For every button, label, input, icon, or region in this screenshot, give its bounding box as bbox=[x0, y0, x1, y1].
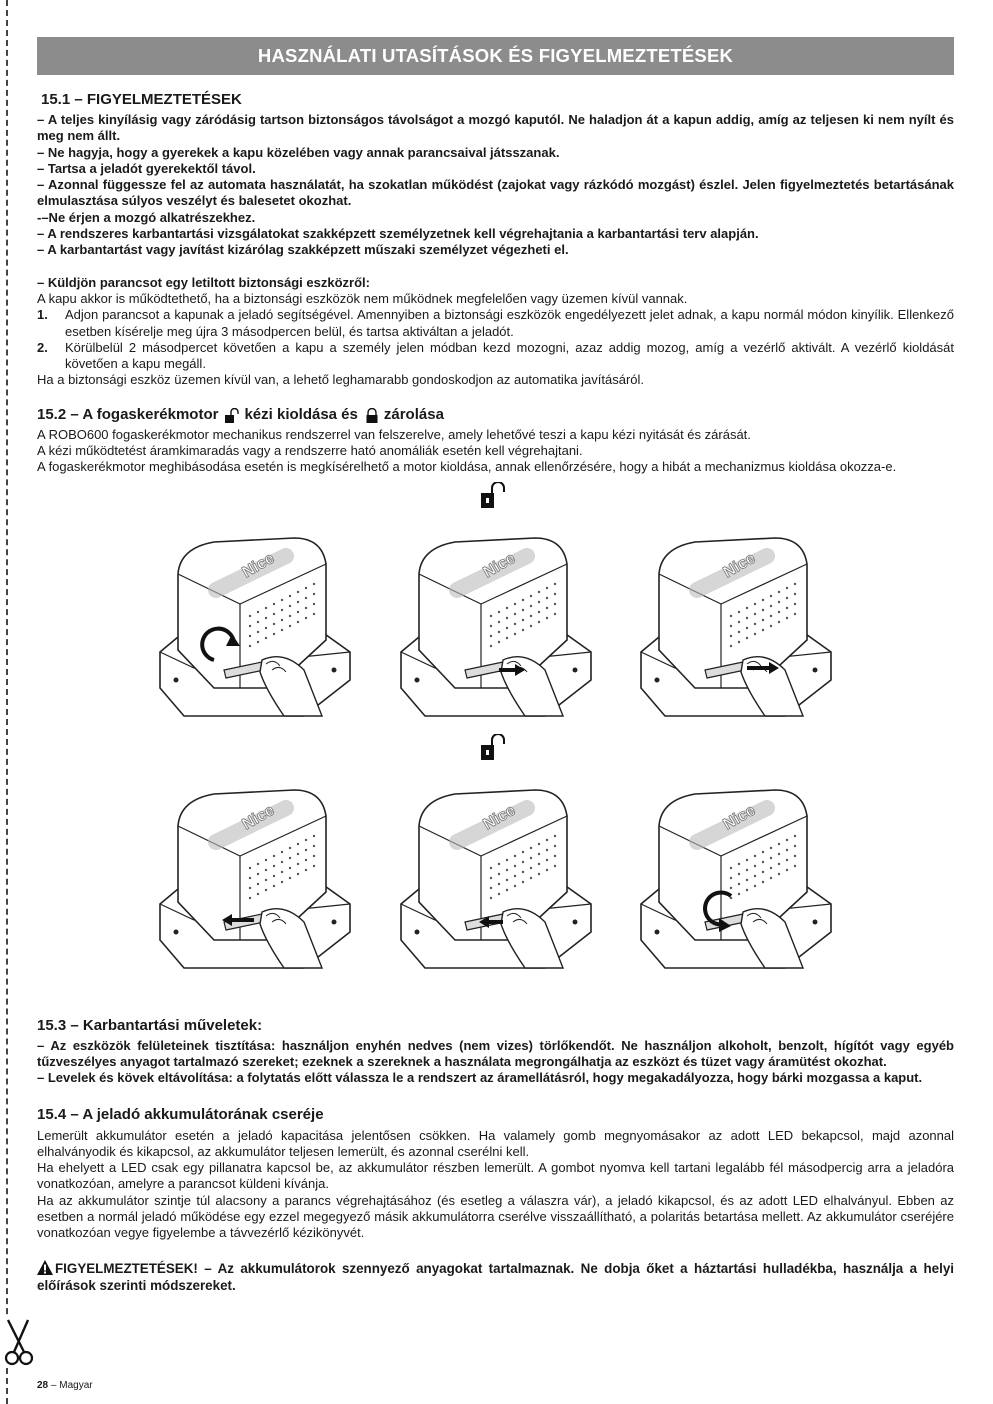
final-warning-text: FIGYELMEZTETÉSEK! – Az akkumulátorok szennyező anyagokat tartalmaznak. Ne dobja őket a háztartási hulladékba, használja a helyi előírások szerinti módszereket. bbox=[37, 1260, 954, 1293]
body-paragraph: Ha ehelyett a LED csak egy pillanatra kapcsol be, az akkumulátor részben lemerült. A gombot nyomva kell tartani legalább fél másodpercig arra a jeladóra vonatkozóan, amelyre a parancsot küldeni kívánja. bbox=[37, 1160, 954, 1192]
section-15-2-title-b: kézi kioldása és bbox=[244, 405, 358, 423]
section-15-3-title: 15.3 – Karbantartási műveletek: bbox=[37, 1016, 263, 1034]
section-15-2-body bbox=[37, 427, 954, 476]
section-15-2-title-a: 15.2 – A fogaskerékmotor bbox=[37, 405, 219, 423]
body-paragraph: A fogaskerékmotor meghibásodása esetén is megkísérelhető a motor kioldása, annak ellenőrzésére, hogy a hibát a mechanizmus kioldása okozza-e. bbox=[37, 459, 897, 475]
motor-figure-3 bbox=[635, 520, 835, 720]
disabled-device-subtitle: – Küldjön parancsot egy letiltott biztonsági eszközről: bbox=[37, 274, 370, 290]
warning-item: -–Ne érjen a mozgó alkatrészekhez. bbox=[37, 209, 256, 225]
step-text: Adjon parancsot a kapunak a jeladó segítségével. Amennyiben a biztonsági eszközök engedélyezett jelet adnak, a kapu normál módon kinyílik. Ellenkező esetben kísérelje meg újra 3 másodpercen belül, és tartsa aktiváltan a jeladót. bbox=[65, 307, 954, 339]
final-warning bbox=[37, 1260, 954, 1294]
body-paragraph: A kézi működtetést áramkimaradás vagy a rendszerre ható anomáliák esetén kell végrehajtani. bbox=[37, 443, 583, 459]
disabled-device-intro: A kapu akkor is működtethető, ha a biztonsági eszközök nem működnek megfelelően vagy üzemen kívül vannak. bbox=[37, 290, 688, 306]
footer-language: Magyar bbox=[59, 1380, 93, 1391]
section-15-4-body bbox=[37, 1128, 954, 1242]
brand-logo: Nice bbox=[720, 801, 759, 834]
brand-logo: Nice bbox=[480, 801, 519, 834]
warning-item: – A karbantartást vagy javítást kizárólag szakképzett műszaki személyzet végezheti el. bbox=[37, 242, 569, 258]
brand-logo: Nice bbox=[720, 549, 759, 582]
brand-logo: Nice bbox=[480, 549, 519, 582]
body-paragraph: A ROBO600 fogaskerékmotor mechanikus rendszerrel van felszerelve, amely lehetővé teszi a kapu kézi nyitását és zárását. bbox=[37, 426, 751, 442]
motor-figure-5 bbox=[395, 772, 595, 972]
motor-figure-1 bbox=[154, 520, 354, 720]
step-text: Körülbelül 2 másodpercet követően a kapu a személy jelen módban kezd mozogni, azaz addig mozog, amíg a vezérlő aktivált. A vezérlő kioldását követően a kapu megáll. bbox=[65, 339, 954, 372]
body-paragraph: Ha az akkumulátor szintje túl alacsony a parancs végrehajtásához (és esetleg a válaszra vár), a jeladó kikapcsol, és az adott LED elhalványul. Ebben az esetben a normál jeladó működése egy ezzel megegyező másik akkumulátorra cserélve visszaállítható, a polaritás betartása mellett. Az akkumulátor cseréjére vonatkozóan vegye figyelembe a távvezérlő kézikönyvét. bbox=[37, 1192, 954, 1241]
unlock-icon bbox=[479, 482, 509, 510]
motor-figure-6 bbox=[635, 772, 835, 972]
disabled-device-closing: Ha a biztonsági eszköz üzemen kívül van, a lehető leghamarabb gondoskodjon az automatika javításáról. bbox=[37, 372, 645, 388]
warning-item: – Ne hagyja, hogy a gyerekek a kapu közelében vagy annak parancsaival játsszanak. bbox=[37, 144, 560, 160]
section-15-1-title: 15.1 – FIGYELMEZTETÉSEK bbox=[41, 91, 242, 108]
warning-item: – Azonnal függessze fel az automata használatát, ha szokatlan működést (zajokat vagy rázkódó mozgást) észlel. Jelen figyelmeztetés betartásának elmulasztása súlyos veszélyt és balesetet okozhat. bbox=[37, 177, 954, 209]
unlock-icon bbox=[225, 408, 239, 424]
page-banner: HASZNÁLATI UTASÍTÁSOK ÉS FIGYELMEZTETÉSEK bbox=[37, 37, 954, 75]
footer-separator: – bbox=[48, 1380, 60, 1391]
warning-triangle-icon bbox=[37, 1260, 53, 1275]
step-number: 1. bbox=[37, 307, 48, 323]
unlock-icon bbox=[479, 734, 509, 762]
lock-icon bbox=[365, 408, 379, 424]
warning-item: – A rendszeres karbantartási vizsgálatokat szakképzett személyzetnek kell végrehajtania a karbantartási terv alapján. bbox=[37, 226, 759, 242]
warnings-list bbox=[37, 112, 954, 259]
cut-line bbox=[6, 0, 8, 1404]
scissors-icon bbox=[2, 1318, 36, 1368]
page-number: 28 bbox=[37, 1380, 49, 1391]
warning-item: – A teljes kinyílásig vagy záródásig tartson biztonságos távolságot a mozgó kaputól. Ne haladjon át a kapun addig, amíg az teljesen ki nem nyílt és meg nem állt. bbox=[37, 112, 954, 144]
section-15-3-body bbox=[37, 1038, 954, 1087]
release-figures bbox=[37, 480, 954, 1010]
body-paragraph: Lemerült akkumulátor esetén a jeladó kapacitása jelentősen csökken. Ha valamely gomb megnyomásakor az adott LED bekapcsol, majd azonnal elhalványodik és kikapcsol, az akkumulátor teljesen lemerült, és azonnal cserélni kell. bbox=[37, 1127, 954, 1159]
page-footer bbox=[37, 1380, 93, 1391]
body-paragraph: – Az eszközök felületeinek tisztítása: használjon enyhén nedves (nem vizes) törlőkendőt. Ne használjon alkoholt, benzolt, hígítót vagy egyéb tűzveszélyes anyagot tartalmazó szereket; ezeknek a szereknek a használata megrongálhatja az eszközt és tüzet vagy áramütést okozhat. bbox=[37, 1037, 954, 1069]
motor-figure-2 bbox=[395, 520, 595, 720]
step-item bbox=[37, 340, 954, 373]
motor-figure-4 bbox=[154, 772, 354, 972]
section-15-2-title-c: zárolása bbox=[383, 405, 444, 423]
body-paragraph: – Levelek és kövek eltávolítása: a folytatás előtt válassza le a rendszert az áramellátásról, hogy megakadályozza, hogy bárki mozgassa a kaput. bbox=[37, 1070, 923, 1086]
page-content bbox=[37, 37, 954, 1294]
step-item bbox=[37, 307, 954, 340]
warning-item: – Tartsa a jeladót gyerekektől távol. bbox=[37, 160, 256, 176]
step-number: 2. bbox=[37, 339, 48, 355]
brand-logo: Nice bbox=[239, 549, 278, 582]
section-15-4-title: 15.4 – A jeladó akkumulátorának cseréje bbox=[37, 1105, 324, 1123]
brand-logo: Nice bbox=[239, 801, 278, 834]
section-15-2-title bbox=[37, 405, 954, 424]
